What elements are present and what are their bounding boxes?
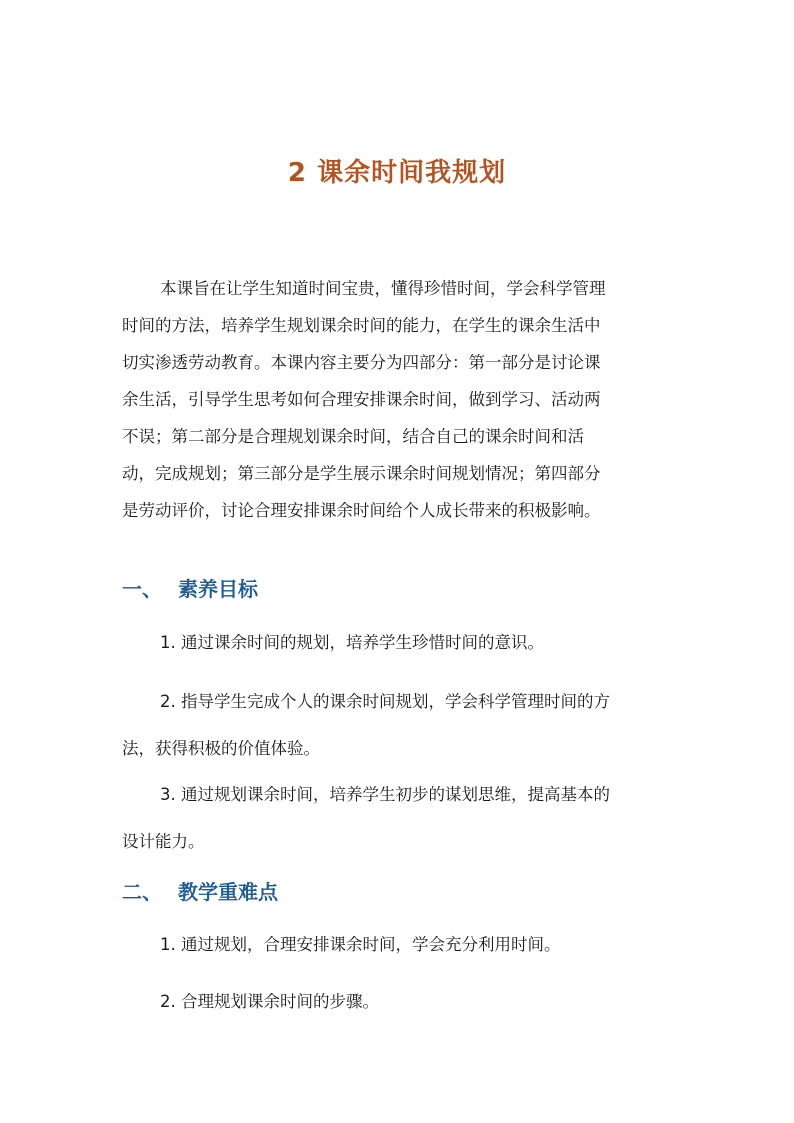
intro-line: 时间的方法，培养学生规划课余时间的能力，在学生的课余生活中 xyxy=(122,316,601,335)
section-title: 素养目标 xyxy=(178,577,258,601)
key-point-line: 1. 通过规划，合理安排课余时间，学会充分利用时间。 xyxy=(160,935,561,954)
intro-line: 动，完成规划；第三部分是学生展示课余时间规划情况；第四部分 xyxy=(122,464,601,483)
goal-item xyxy=(122,770,682,864)
intro-line: 是劳动评价，讨论合理安排课余时间给个人成长带来的积极影响。 xyxy=(122,501,601,520)
goal-item xyxy=(122,677,682,771)
intro-line: 本课旨在让学生知道时间宝贵，懂得珍惜时间，学会科学管理 xyxy=(160,279,606,298)
key-point-item xyxy=(122,977,682,1026)
key-point-item xyxy=(122,920,682,969)
intro-line: 不误；第二部分是合理规划课余时间，结合自己的课余时间和活 xyxy=(122,427,584,446)
key-point-line: 2. 合理规划课余时间的步骤。 xyxy=(160,992,379,1011)
goal-line: 3. 通过规划课余时间，培养学生初步的谋划思维，提高基本的 xyxy=(160,785,610,804)
goal-line: 法，获得积极的价值体验。 xyxy=(122,739,320,758)
section-title: 教学重难点 xyxy=(178,880,278,904)
section-number: 一、 xyxy=(122,577,162,601)
goal-line: 设计能力。 xyxy=(122,832,205,851)
section-number: 二、 xyxy=(122,880,162,904)
intro-line: 余生活，引导学生思考如何合理安排课余时间，做到学习、活动两 xyxy=(122,390,601,409)
intro-paragraph xyxy=(122,270,674,529)
page-title: 2 课余时间我规划 xyxy=(287,158,507,188)
section-heading-goals xyxy=(122,573,258,602)
intro-line: 切实渗透劳动教育。本课内容主要分为四部分：第一部分是讨论课 xyxy=(122,353,601,372)
section-heading-key-points xyxy=(122,876,278,905)
goal-line: 2. 指导学生完成个人的课余时间规划，学会科学管理时间的方 xyxy=(160,692,610,711)
goal-line: 1. 通过课余时间的规划，培养学生珍惜时间的意识。 xyxy=(160,633,544,652)
goal-item xyxy=(122,618,682,667)
